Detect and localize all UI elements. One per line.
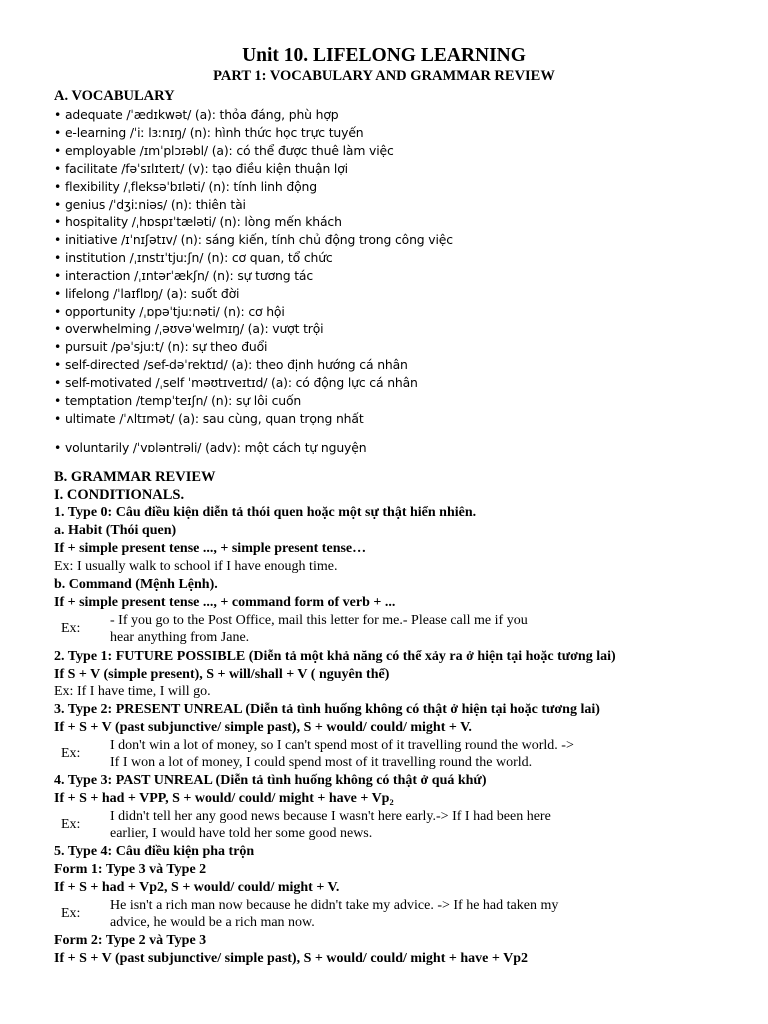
habit-example: Ex: I usually walk to school if I have enough time. bbox=[54, 559, 338, 574]
example-label: Ex: bbox=[61, 906, 81, 921]
type1-example: Ex: If I have time, I will go. bbox=[54, 684, 211, 699]
vocab-item: • temptation /tempˈteɪʃn/ (n): sự lôi cuốn bbox=[54, 393, 302, 408]
habit-heading: a. Habit (Thói quen) bbox=[54, 523, 177, 538]
form1-formula: If + S + had + Vp2, S + would/ could/ might + V. bbox=[54, 880, 340, 895]
vocab-item: • employable /ɪmˈplɔɪəbl/ (a): có thể được thuê làm việc bbox=[54, 143, 394, 158]
type3-heading: 4. Type 3: PAST UNREAL (Diễn tả tình huống không có thật ở quá khứ) bbox=[54, 773, 487, 788]
form2-formula: If + S + V (past subjunctive/ simple past), S + would/ could/ might + have + Vp2 bbox=[54, 951, 528, 966]
vocab-item: • e-learning /ˈiː lɜːnɪŋ/ (n): hình thức học trực tuyến bbox=[54, 125, 364, 140]
type2-heading: 3. Type 2: PRESENT UNREAL (Diễn tả tình huống không có thật ở hiện tại hoặc tương lai) bbox=[54, 702, 600, 717]
form1-example-line: He isn't a rich man now because he didn't take my advice. -> If he had taken my bbox=[110, 898, 559, 913]
conditionals-heading: I. CONDITIONALS. bbox=[54, 487, 185, 503]
vocab-item: • initiative /ɪˈnɪʃətɪv/ (n): sáng kiến, tính chủ động trong công việc bbox=[54, 232, 453, 247]
type3-example-line: earlier, I would have told her some good news. bbox=[110, 826, 373, 841]
vocab-item: • opportunity /ˌɒpəˈtjuːnəti/ (n): cơ hội bbox=[54, 304, 285, 319]
type3-formula: If + S + had + VPP, S + would/ could/ might + have + Vp₂ bbox=[54, 791, 394, 806]
page-subtitle: PART 1: VOCABULARY AND GRAMMAR REVIEW bbox=[213, 68, 555, 84]
type1-formula: If S + V (simple present), S + will/shall + V ( nguyên thể) bbox=[54, 667, 390, 682]
vocab-item: • self-motivated /ˌself ˈməʊtɪveɪtɪd/ (a): có động lực cá nhân bbox=[54, 375, 418, 390]
command-example-line: - If you go to the Post Office, mail this letter for me.- Please call me if you bbox=[110, 613, 528, 628]
form1-heading: Form 1: Type 3 và Type 2 bbox=[54, 862, 207, 877]
vocab-item: • self-directed /sef-dəˈrektɪd/ (a): theo định hướng cá nhân bbox=[54, 357, 408, 372]
vocab-item: • voluntarily /ˈvɒləntrəli/ (adv): một cách tự nguyện bbox=[54, 440, 367, 455]
form2-heading: Form 2: Type 2 và Type 3 bbox=[54, 933, 207, 948]
command-heading: b. Command (Mệnh Lệnh). bbox=[54, 577, 218, 592]
vocab-item: • hospitality /ˌhɒspɪˈtæləti/ (n): lòng mến khách bbox=[54, 214, 342, 229]
grammar-heading: B. GRAMMAR REVIEW bbox=[54, 469, 216, 485]
command-formula: If + simple present tense ..., + command form of verb + ... bbox=[54, 595, 396, 610]
example-label: Ex: bbox=[61, 621, 81, 636]
page-title: Unit 10. LIFELONG LEARNING bbox=[242, 45, 526, 66]
vocab-item: • institution /ˌɪnstɪˈtjuːʃn/ (n): cơ quan, tổ chức bbox=[54, 250, 333, 265]
form1-example-line: advice, he would be a rich man now. bbox=[110, 915, 315, 930]
example-label: Ex: bbox=[61, 817, 81, 832]
type2-example-line: I don't win a lot of money, so I can't spend most of it travelling round the world. -> bbox=[110, 738, 574, 753]
type3-example-line: I didn't tell her any good news because I wasn't here early.-> If I had been here bbox=[110, 809, 551, 824]
vocab-item: • facilitate /fəˈsɪlɪteɪt/ (v): tạo điều kiện thuận lợi bbox=[54, 161, 348, 176]
example-label: Ex: bbox=[61, 746, 81, 761]
vocab-item: • flexibility /ˌfleksəˈbɪləti/ (n): tính linh động bbox=[54, 179, 317, 194]
type0-heading: 1. Type 0: Câu điều kiện diễn tả thói quen hoặc một sự thật hiển nhiên. bbox=[54, 505, 477, 520]
type2-formula: If + S + V (past subjunctive/ simple past), S + would/ could/ might + V. bbox=[54, 720, 472, 735]
vocab-item: • overwhelming /ˌəʊvəˈwelmɪŋ/ (a): vượt trội bbox=[54, 321, 324, 336]
vocab-item: • adequate /ˈædɪkwət/ (a): thỏa đáng, phù hợp bbox=[54, 107, 339, 122]
command-example-line: hear anything from Jane. bbox=[110, 630, 250, 645]
vocab-item: • genius /ˈdʒiːniəs/ (n): thiên tài bbox=[54, 197, 246, 212]
vocab-item: • pursuit /pəˈsjuːt/ (n): sự theo đuổi bbox=[54, 339, 268, 354]
type1-heading: 2. Type 1: FUTURE POSSIBLE (Diễn tả một khả năng có thể xảy ra ở hiện tại hoặc tương lai) bbox=[54, 649, 616, 664]
vocab-item: • ultimate /ˈʌltɪmət/ (a): sau cùng, quan trọng nhất bbox=[54, 411, 364, 426]
vocabulary-heading: A. VOCABULARY bbox=[54, 88, 175, 104]
vocab-item: • interaction /ˌɪntərˈækʃn/ (n): sự tương tác bbox=[54, 268, 314, 283]
habit-formula: If + simple present tense ..., + simple present tense… bbox=[54, 541, 367, 556]
vocab-item: • lifelong /ˈlaɪflɒŋ/ (a): suốt đời bbox=[54, 286, 240, 301]
type4-heading: 5. Type 4: Câu điều kiện pha trộn bbox=[54, 844, 255, 859]
type2-example-line: If I won a lot of money, I could spend most of it travelling round the world. bbox=[110, 755, 533, 770]
